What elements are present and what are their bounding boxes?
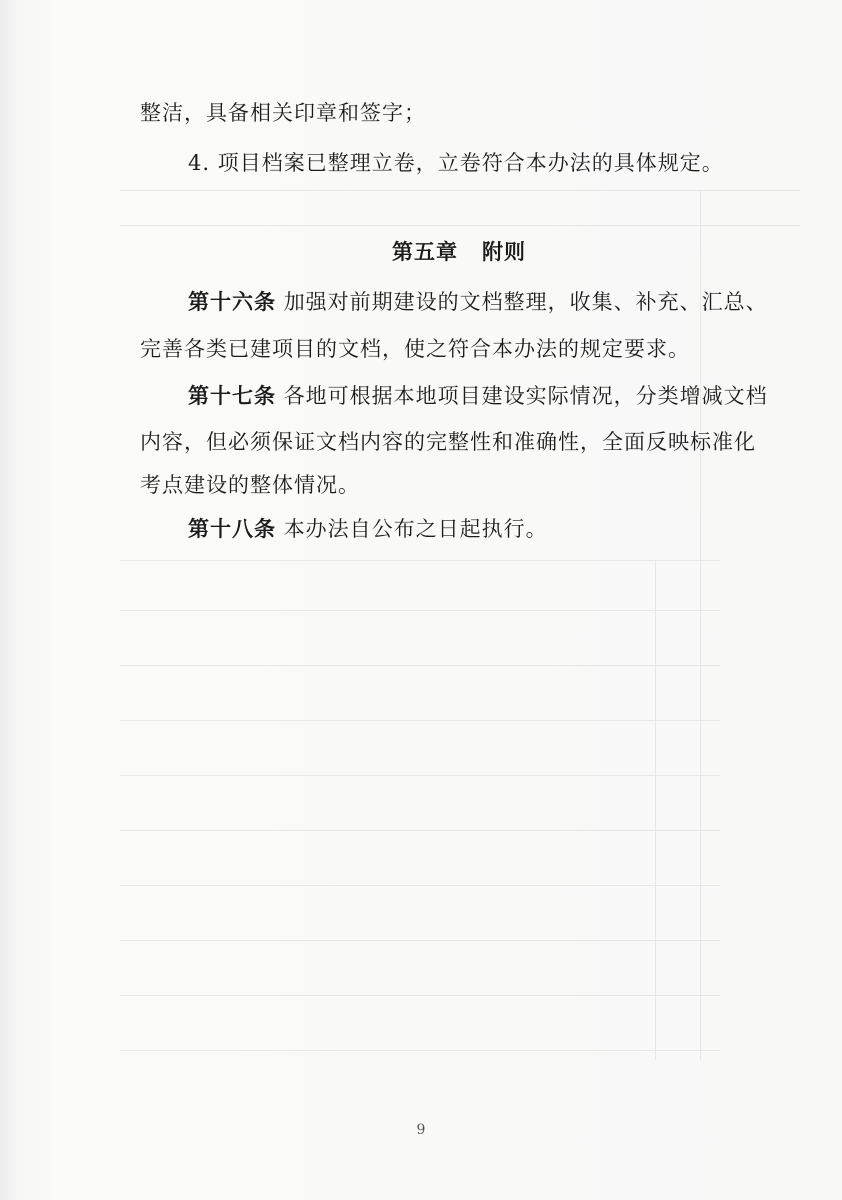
article-label: 第十六条 [188, 289, 276, 314]
show-through-rule [655, 560, 656, 1060]
show-through-rule [120, 775, 720, 776]
article-17-line-2: 内容，但必须保证文档内容的完整性和准确性，全面反映标准化 [140, 430, 756, 454]
show-through-rule [120, 940, 720, 941]
paragraph-line: 4. 项目档案已整理立卷，立卷符合本办法的具体规定。 [188, 151, 724, 175]
show-through-rule [120, 560, 720, 561]
show-through-rule [120, 830, 720, 831]
article-16-line-2: 完善各类已建项目的文档，使之符合本办法的规定要求。 [140, 337, 690, 361]
show-through-rule [120, 885, 720, 886]
show-through-rule [120, 995, 720, 996]
show-through-rule [120, 225, 800, 226]
chapter-number: 第五章 [392, 239, 458, 264]
show-through-rule [700, 190, 701, 1060]
article-text: 本办法自公布之日起执行。 [283, 517, 548, 541]
show-through-rule [120, 720, 720, 721]
article-label: 第十八条 [188, 516, 276, 541]
paragraph-line: 整洁，具备相关印章和签字； [140, 101, 426, 125]
chapter-heading [392, 236, 526, 266]
article-text: 加强对前期建设的文档整理，收集、补充、汇总、 [283, 290, 768, 314]
article-17-line-3: 考点建设的整体情况。 [140, 473, 360, 497]
article-16-line-1 [188, 287, 828, 317]
show-through-rule [120, 665, 720, 666]
page-number: 9 [416, 1122, 426, 1138]
article-text: 各地可根据本地项目建设实际情况，分类增减文档 [283, 384, 768, 408]
show-through-rule [120, 610, 720, 611]
article-label: 第十七条 [188, 383, 276, 408]
article-17-line-1 [188, 381, 828, 411]
show-through-rule [120, 190, 800, 191]
show-through-rule [120, 1050, 720, 1051]
chapter-name: 附则 [482, 239, 526, 264]
article-18-line-1 [188, 514, 828, 544]
